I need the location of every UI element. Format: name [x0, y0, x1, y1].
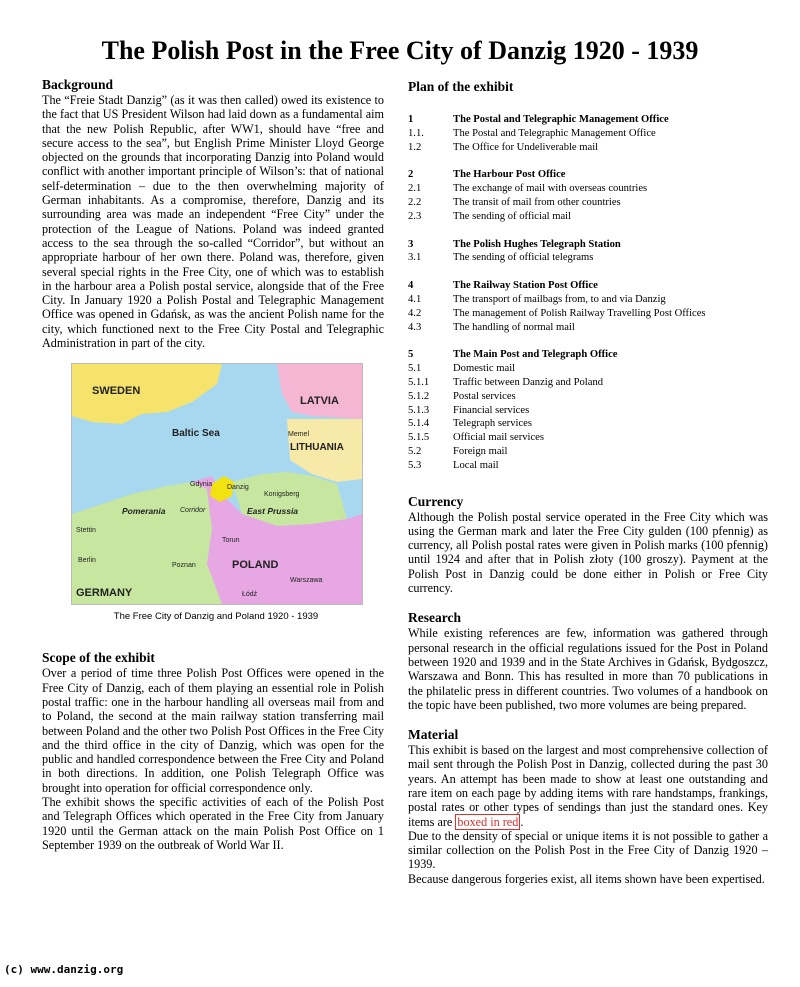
background-text: The “Freie Stadt Danzig” (as it was then called) owed its existence to the fact that US President Wilson had laid down as a fundamental aim that the new Polish Republic, after WW1, should have “free and secure access to the sea”, but English Prime Minister Lloyd George objected on the grounds that incorporating Danzig into Poland would conflict with another important principle of Wilson’s: that of national self-determination – due to the then overwhelming majority of German inhabitants. As a compromise, therefore, Danzig and its surrounding area was made an independent “Free City” under the protection of the League of Nations. Poland was indeed granted access to the sea through the so-called “Corridor”, but without an appropriate harbour of her own there. Poland was, therefore, given several special rights in the Free City, one of which was to establish in the harbour area a Polish postal service, alongside that of the Free City. In January 1920 a Polish Postal and Telegraphic Management Office was opened in Gdańsk, as was the ancient Polish name for the city, which functioned next to the Free City Postal and Telegraphic Administration in part of the city.	[42, 93, 384, 351]
map-label-gdynia: Gdynia	[190, 481, 213, 489]
map-label-corridor: Corridor	[180, 507, 206, 515]
plan-group-heading	[408, 113, 768, 127]
plan-item-text: The transit of mail from other countries	[453, 196, 621, 208]
map-label-danzig: Danzig	[227, 484, 249, 492]
plan-item-number: 5.1	[408, 363, 422, 375]
map-label-lodz: Łódź	[242, 591, 258, 599]
map-label-latvia: LATVIA	[300, 395, 339, 408]
boxed-in-red-sample: boxed in red	[457, 814, 519, 829]
background-heading: Background	[42, 77, 114, 92]
right-column	[408, 79, 768, 886]
map-label-pomerania: Pomerania	[122, 506, 166, 517]
map-label-poland: POLAND	[232, 559, 279, 572]
plan-group-number: 4	[408, 280, 414, 292]
plan-group-heading	[408, 279, 768, 293]
plan-item	[408, 307, 768, 321]
scope-heading: Scope of the exhibit	[42, 650, 155, 666]
plan-item	[408, 417, 768, 431]
plan-item-number: 1.2	[408, 141, 422, 153]
plan-item-text: The sending of official telegrams	[453, 252, 594, 264]
currency-text: Although the Polish postal service operated in the Free City which was using the German mark and later the Free City gulden (100 pfennig) as currency, all Polish postal rates were given in Polish marks (100 pfennig) until 1924 and after that in Polish złoty (100 groszy). Payment at the Polish Post in Danzig could be done either in Polish or Free City currency.	[408, 509, 768, 596]
plan-group-title: The Postal and Telegraphic Management Office	[453, 114, 669, 125]
plan-item-text: Domestic mail	[453, 363, 516, 375]
plan-item	[408, 362, 768, 376]
plan-group-number: 2	[408, 169, 414, 181]
plan-item	[408, 141, 768, 155]
scope-text-1: Over a period of time three Polish Post Offices were opened in the Free City of Danzig, each of them playing an essential role in Polish postal traffic: one in the harbour handling all overseas mail from and to Poland, the second at the main railway station transferring mail between Poland and the other two Polish Post Offices in the Free City and the third office in the city of Danzig, which was open for the public and handled correspondence between the Free City and Poland in both directions. In addition, one Polish Telegraph Office was brought into operation for official correspondence only.	[42, 666, 384, 795]
plan-list	[408, 113, 768, 473]
map-label-germany: GERMANY	[76, 587, 133, 600]
footer-copyright: (c) www.danzig.org	[4, 963, 124, 976]
page-title: The Polish Post in the Free City of Danzig 1920 - 1939	[101, 36, 699, 65]
plan-item-text: Financial services	[453, 404, 530, 416]
map-label-konigsberg: Konigsberg	[264, 491, 300, 499]
plan-group	[408, 279, 768, 334]
map-caption: The Free City of Danzig and Poland 1920 - 1939	[113, 611, 319, 623]
plan-item-number: 5.1.5	[408, 432, 430, 444]
plan-item-number: 4.1	[408, 293, 422, 305]
map-label-sweden: SWEDEN	[92, 385, 141, 398]
plan-item	[408, 182, 768, 196]
map-label-lithuania: LITHUANIA	[290, 442, 344, 454]
material-text-1-after: .	[520, 814, 524, 829]
map-image	[71, 363, 363, 605]
plan-item-text: The sending of official mail	[453, 210, 572, 222]
plan-group-heading	[408, 238, 768, 252]
plan-group	[408, 168, 768, 223]
plan-item-text: Telegraph services	[453, 418, 532, 430]
plan-item	[408, 196, 768, 210]
map-label-stettin: Stettin	[76, 527, 96, 535]
material-section	[408, 727, 768, 886]
plan-item	[408, 376, 768, 390]
plan-item-text: Foreign mail	[453, 445, 508, 457]
plan-item	[408, 445, 768, 459]
research-heading: Research	[408, 610, 461, 626]
map-label-memel: Memel	[288, 431, 310, 439]
plan-group-title: The Main Post and Telegraph Office	[453, 349, 618, 361]
plan-item-number: 4.2	[408, 307, 422, 319]
left-column	[42, 77, 384, 852]
plan-item	[408, 210, 768, 224]
plan-item	[408, 390, 768, 404]
plan-group-heading	[408, 348, 768, 362]
plan-group-number: 3	[408, 238, 414, 250]
background-section	[42, 77, 384, 350]
map-svg	[72, 364, 362, 604]
plan-item-number: 5.1.1	[408, 376, 430, 388]
plan-group	[408, 348, 768, 472]
plan-item-number: 1.1.	[408, 127, 424, 139]
plan-item-number: 3.1	[408, 252, 422, 264]
plan-group-number: 5	[408, 349, 414, 361]
plan-item-number: 2.2	[408, 196, 422, 208]
research-text: While existing references are few, information was gathered through personal research in the official regulations issued for the Post in Poland between 1920 and 1939 and in the State Archives in Gdańsk, Bydgoszcz, Warszawa and Bonn. This has resulted in more than 70 publications in the philatelic press in different countries. Two volumes of a handbook on the topic have been published, two more volumes are being prepared.	[408, 626, 768, 712]
plan-item-text: The management of Polish Railway Travelling Post Offices	[453, 307, 706, 319]
plan-item-text: The Postal and Telegraphic Management Office	[453, 127, 656, 139]
material-text-3: Because dangerous forgeries exist, all items shown have been expertised.	[408, 871, 765, 886]
plan-group	[408, 113, 768, 154]
plan-item-number: 5.1.3	[408, 404, 430, 416]
plan-item-text: The transport of mailbags from, to and via Danzig	[453, 293, 666, 305]
research-section	[408, 610, 768, 712]
plan-item-number: 5.1.4	[408, 418, 430, 430]
plan-group-heading	[408, 168, 768, 182]
plan-item-number: 4.3	[408, 321, 422, 333]
plan-item-text: Postal services	[453, 390, 516, 402]
scope-section	[42, 650, 384, 852]
plan-group-title: The Harbour Post Office	[453, 169, 566, 181]
material-heading: Material	[408, 727, 459, 743]
plan-item-number: 5.1.2	[408, 390, 430, 402]
plan-item	[408, 127, 768, 141]
plan-item	[408, 459, 768, 473]
plan-item-text: Local mail	[453, 459, 499, 471]
material-text-1	[408, 743, 768, 829]
material-text-2: Due to the density of special or unique items it is not possible to gather a similar collection on the Polish Post in the Free City of Danzig 1920 – 1939.	[408, 828, 768, 872]
map-label-torun: Torun	[222, 537, 240, 545]
map-label-east-prussia: East Prussia	[247, 506, 299, 517]
plan-item-number: 2.1	[408, 183, 422, 195]
plan-group-title: The Polish Hughes Telegraph Station	[453, 238, 621, 250]
plan-item-text: Official mail services	[453, 432, 544, 444]
plan-item-text: The Office for Undeliverable mail	[453, 141, 599, 153]
plan-item-text: The handling of normal mail	[453, 321, 575, 333]
map-label-warszawa: Warszawa	[290, 577, 323, 585]
plan-item-number: 2.3	[408, 210, 422, 222]
material-text-1-before: This exhibit is based on the largest and most comprehensive collection of mail sent through the Polish Post in Danzig, collected during the past 30 years. An attempt has been made to show at least one outstanding and rare item on each page by adding items with rare handstamps, frankings, postal rates or other types of sendings than just the standard ones. Key items are	[408, 743, 768, 829]
currency-section	[408, 494, 768, 596]
plan-item	[408, 293, 768, 307]
plan-item	[408, 321, 768, 335]
plan-item	[408, 404, 768, 418]
scope-text-2: The exhibit shows the specific activities of each of the Polish Post and Telegraph Offices which operated in the Free City from January 1920 until the German attack on the main Polish Post Office on 1 September 1939 on the outbreak of World War II.	[42, 795, 384, 852]
map-label-berlin: Berlin	[78, 557, 96, 565]
plan-item	[408, 251, 768, 265]
plan-heading: Plan of the exhibit	[408, 79, 514, 94]
plan-item	[408, 431, 768, 445]
map-label-baltic: Baltic Sea	[172, 428, 220, 440]
map-label-poznan: Poznan	[172, 562, 196, 570]
plan-item-text: Traffic between Danzig and Poland	[453, 376, 604, 388]
plan-group-number: 1	[408, 114, 414, 125]
currency-heading: Currency	[408, 493, 464, 509]
plan-item-number: 5.3	[408, 459, 422, 471]
plan-group	[408, 238, 768, 266]
plan-item-number: 5.2	[408, 445, 422, 457]
plan-item-text: The exchange of mail with overseas countries	[453, 183, 648, 195]
plan-group-title: The Railway Station Post Office	[453, 280, 598, 292]
